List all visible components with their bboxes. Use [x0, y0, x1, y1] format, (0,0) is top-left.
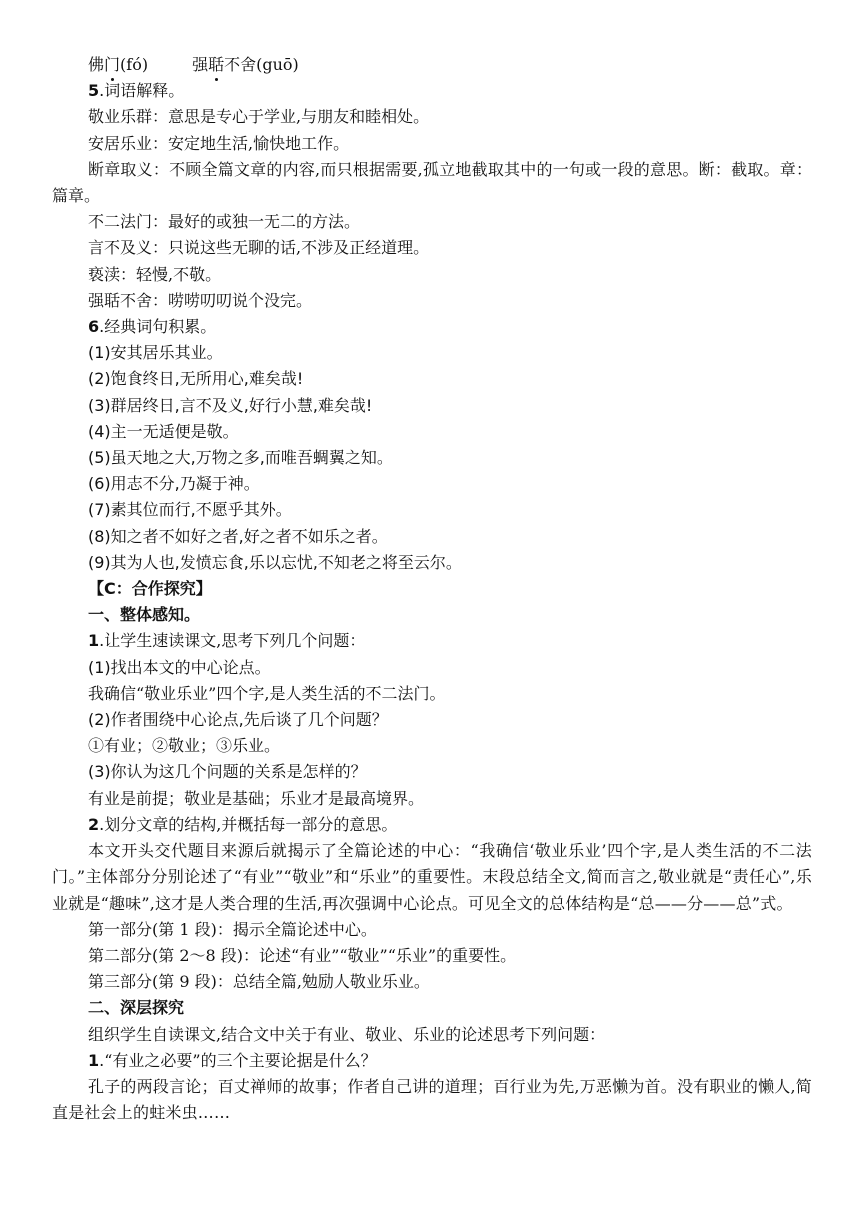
answer: 有业是前提；敬业是基础；乐业才是最高境界。 — [88, 788, 425, 808]
question-3-title: .“有业之必要”的三个主要论据是什么？ — [99, 1050, 377, 1070]
part-2-title: 二、深层探究 — [88, 998, 185, 1018]
word-2-suffix: 不舍 — [224, 55, 257, 74]
answer: ①有业；②敬业；③乐业。 — [88, 736, 281, 756]
structure-part: 第一部分(第 1 段)：揭示全篇论述中心。 — [88, 919, 377, 939]
word-2-pinyin: (guō) — [256, 55, 299, 74]
structure-paragraph: 本文开头交代题目来源后就揭示了全篇论述的中心：“我确信‘敬业乐业’四个字,是人类生活的不二法门。”主体部分分别论述了“有业”“敬业”和“乐业”的重要性。末段总结全文,简而言之,敬业就是“责任心”,乐业就是“趣味”,这才是人类合理的生活,再次强调中心论点。可见全文的总体结构是“总——分——总”式。 — [52, 841, 812, 913]
definition-item: 言不及义：只说这些无聊的话,不涉及正经道理。 — [88, 238, 430, 258]
question-2-number: 2 — [88, 814, 100, 834]
structure-part: 第二部分(第 2～8 段)：论述“有业”“敬业”“乐业”的重要性。 — [88, 945, 517, 965]
question-1-title: .让学生速读课文,思考下列几个问题： — [99, 631, 366, 651]
sub-question: (3)你认为这几个问题的关系是怎样的？ — [88, 762, 367, 782]
quote-item: (2)饱食终日,无所用心,难矣哉! — [88, 369, 304, 389]
question-2-heading — [52, 812, 812, 838]
word-2-prefix: 强 — [192, 55, 209, 74]
definition-item: 安居乐业：安定地生活,愉快地工作。 — [88, 133, 350, 153]
document-page — [52, 52, 812, 1126]
quote-item: (7)素其位而行,不愿乎其外。 — [88, 500, 292, 520]
question-3-heading — [52, 1048, 812, 1074]
structure-part: 第三部分(第 9 段)：总结全篇,勉励人敬业乐业。 — [88, 972, 430, 992]
section-c-title: 【C：合作探究】 — [88, 579, 212, 599]
quote-item: (6)用志不分,乃凝于神。 — [88, 474, 260, 494]
question-1-heading — [52, 628, 812, 654]
section-5-number: 5 — [88, 81, 100, 101]
answer-paragraph: 孔子的两段言论；百丈禅师的故事；作者自己讲的道理；百行业为先,万恶懒为首。没有职业的懒人,简直是社会上的蛀米虫…… — [52, 1076, 812, 1123]
quote-item: (1)安其居乐其业。 — [88, 343, 223, 363]
section-6-number: 6 — [88, 317, 100, 337]
quote-item: (4)主一无适便是敬。 — [88, 421, 239, 441]
section-6-heading — [52, 314, 812, 340]
definition-item: 断章取义：不顾全篇文章的内容,而只根据需要,孤立地截取其中的一句或一段的意思。断：截取。章：篇章。 — [52, 159, 812, 206]
question-1-number: 1 — [88, 631, 100, 651]
word-1-dotted-char: 门 — [104, 52, 120, 78]
definition-item: 敬业乐群：意思是专心于学业,与朋友和睦相处。 — [88, 107, 430, 127]
sub-question: (2)作者围绕中心论点,先后谈了几个问题？ — [88, 710, 388, 730]
question-3-number: 1 — [88, 1050, 100, 1070]
quote-item: (8)知之者不如好之者,好之者不如乐之者。 — [88, 526, 388, 546]
word-2-dotted-char: 聒 — [208, 52, 224, 78]
section-6-title: .经典词句积累。 — [99, 317, 217, 337]
answer: 我确信“敬业乐业”四个字,是人类生活的不二法门。 — [88, 683, 446, 703]
word-1 — [88, 55, 148, 74]
word-2 — [192, 55, 299, 74]
section-5-heading — [52, 78, 812, 104]
part-2-intro: 组织学生自读课文,结合文中关于有业、敬业、乐业的论述思考下列问题： — [88, 1024, 606, 1044]
word-1-prefix: 佛 — [88, 55, 105, 74]
sub-question: (1)找出本文的中心论点。 — [88, 657, 271, 677]
part-1-title: 一、整体感知。 — [88, 605, 201, 625]
section-5-title: .词语解释。 — [99, 81, 185, 101]
definition-item: 不二法门：最好的或独一无二的方法。 — [88, 212, 361, 232]
quote-item: (3)群居终日,言不及义,好行小慧,难矣哉! — [88, 395, 373, 415]
quote-item: (9)其为人也,发愤忘食,乐以忘忧,不知老之将至云尔。 — [88, 552, 462, 572]
pinyin-line — [52, 52, 812, 78]
word-1-pinyin: (fó) — [120, 55, 149, 74]
definition-item: 强聒不舍：唠唠叨叨说个没完。 — [88, 290, 313, 310]
quote-item: (5)虽天地之大,万物之多,而唯吾蜩翼之知。 — [88, 448, 393, 468]
question-2-title: .划分文章的结构,并概括每一部分的意思。 — [99, 814, 398, 834]
definition-item: 亵渎：轻慢,不敬。 — [88, 264, 222, 284]
